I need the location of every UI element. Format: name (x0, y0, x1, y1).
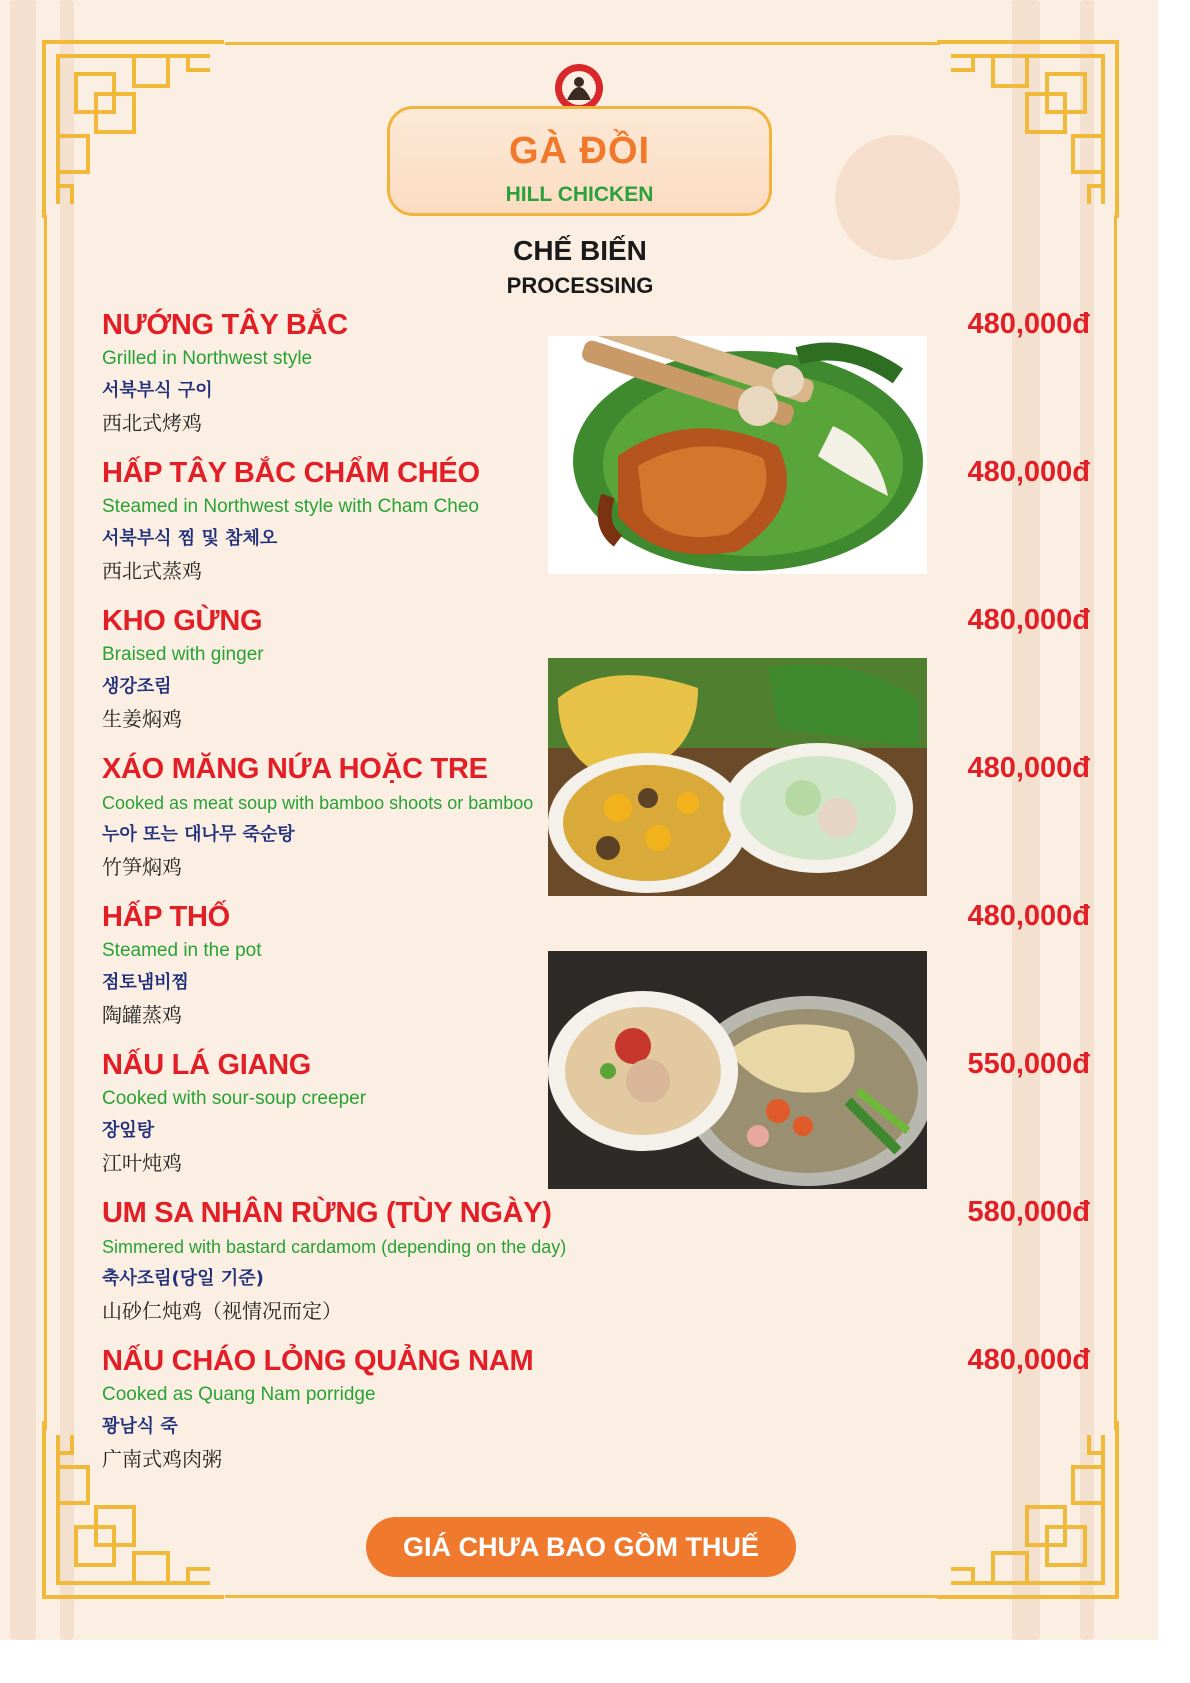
dish-name-english: Steamed in the pot (102, 940, 262, 961)
dish-photo-hotpot (548, 951, 927, 1189)
dish-name: NƯỚNG TÂY BẮC (102, 309, 348, 341)
dish-name-korean: 서북부식 구이 (102, 380, 213, 401)
menu-item (102, 308, 582, 436)
dish-name-chinese: 竹笋焖鸡 (102, 855, 182, 879)
dish-name: HẤP TÂY BẮC CHẨM CHÉO (102, 457, 480, 489)
tax-note: GIÁ CHƯA BAO GỒM THUẾ (403, 1532, 759, 1562)
background-bamboo (1012, 0, 1040, 1640)
frame-corner-top-right (933, 36, 1123, 221)
dish-name-chinese: 生姜焖鸡 (102, 707, 182, 731)
dish-price: 580,000đ (967, 1196, 1090, 1228)
frame-border-top (225, 42, 940, 45)
dish-name: XÁO MĂNG NỨA HOẶC TRE (102, 753, 488, 785)
frame-border-left (44, 215, 47, 1430)
menu-item (102, 900, 582, 1028)
dish-name-english: Simmered with bastard cardamom (depending on the day) (102, 1237, 567, 1257)
frame-corner-bottom-right (933, 1418, 1123, 1603)
dish-price: 480,000đ (967, 308, 1090, 340)
background-bamboo (1080, 0, 1094, 1640)
dish-name-korean: 꽝남식 죽 (102, 1416, 178, 1437)
dish-name-chinese: 西北式烤鸡 (102, 411, 202, 435)
menu-item (102, 1344, 582, 1472)
menu-item (102, 1048, 582, 1176)
dish-name-korean: 서북부식 찜 및 참체오 (102, 528, 278, 549)
dish-name: UM SA NHÂN RỪNG (TÙY NGÀY) (102, 1197, 552, 1229)
dish-name-english: Braised with ginger (102, 644, 264, 665)
frame-border-bottom (225, 1595, 940, 1598)
dish-name-english: Cooked with sour-soup creeper (102, 1088, 367, 1109)
dish-name: HẤP THỐ (102, 901, 230, 933)
dish-name-chinese: 江叶炖鸡 (102, 1151, 182, 1175)
dish-name-english: Grilled in Northwest style (102, 348, 313, 369)
dish-name: KHO GỪNG (102, 605, 263, 637)
dish-name-korean: 생강조림 (102, 676, 172, 697)
dish-photo-chicken-soup (548, 658, 927, 896)
menu-item (102, 752, 582, 880)
menu-item (102, 604, 582, 732)
menu-item (102, 1196, 582, 1324)
dish-name-english: Cooked as meat soup with bamboo shoots or bamboo (102, 793, 534, 813)
dish-price: 480,000đ (967, 456, 1090, 488)
dish-name: NẤU CHÁO LỎNG QUẢNG NAM (102, 1345, 534, 1377)
dish-name-korean: 누아 또는 대나무 죽순탕 (102, 824, 295, 845)
dish-name-korean: 점토냄비찜 (102, 972, 189, 993)
dish-name-english: Cooked as Quang Nam porridge (102, 1384, 376, 1405)
dish-name-chinese: 西北式蒸鸡 (102, 559, 202, 583)
menu-item (102, 456, 582, 584)
section-title: CHẾ BIẾN (513, 235, 647, 266)
background-bamboo (10, 0, 36, 1640)
dish-price: 480,000đ (967, 900, 1090, 932)
frame-border-right (1114, 215, 1117, 1430)
dish-photo-grilled-chicken (548, 336, 927, 574)
dish-name-korean: 축사조림(당일 기준) (102, 1268, 264, 1289)
dish-price: 550,000đ (967, 1048, 1090, 1080)
dish-name-chinese: 陶罐蒸鸡 (102, 1003, 182, 1027)
frame-corner-top-left (38, 36, 228, 221)
dish-price: 480,000đ (967, 1344, 1090, 1376)
dish-price: 480,000đ (967, 752, 1090, 784)
dish-name-chinese: 山砂仁炖鸡（视情况而定） (102, 1299, 342, 1323)
dish-name-korean: 장잎탕 (102, 1120, 155, 1141)
page-title: GÀ ĐỒI (508, 130, 651, 172)
section-subtitle: PROCESSING (506, 273, 654, 298)
dish-name-english: Steamed in Northwest style with Cham Cheo (102, 496, 479, 517)
dish-price: 480,000đ (967, 604, 1090, 636)
page-subtitle: HILL CHICKEN (505, 183, 654, 206)
dish-name: NẤU LÁ GIANG (102, 1049, 312, 1081)
background-bamboo (60, 0, 74, 1640)
dish-name-chinese: 广南式鸡肉粥 (102, 1447, 222, 1471)
